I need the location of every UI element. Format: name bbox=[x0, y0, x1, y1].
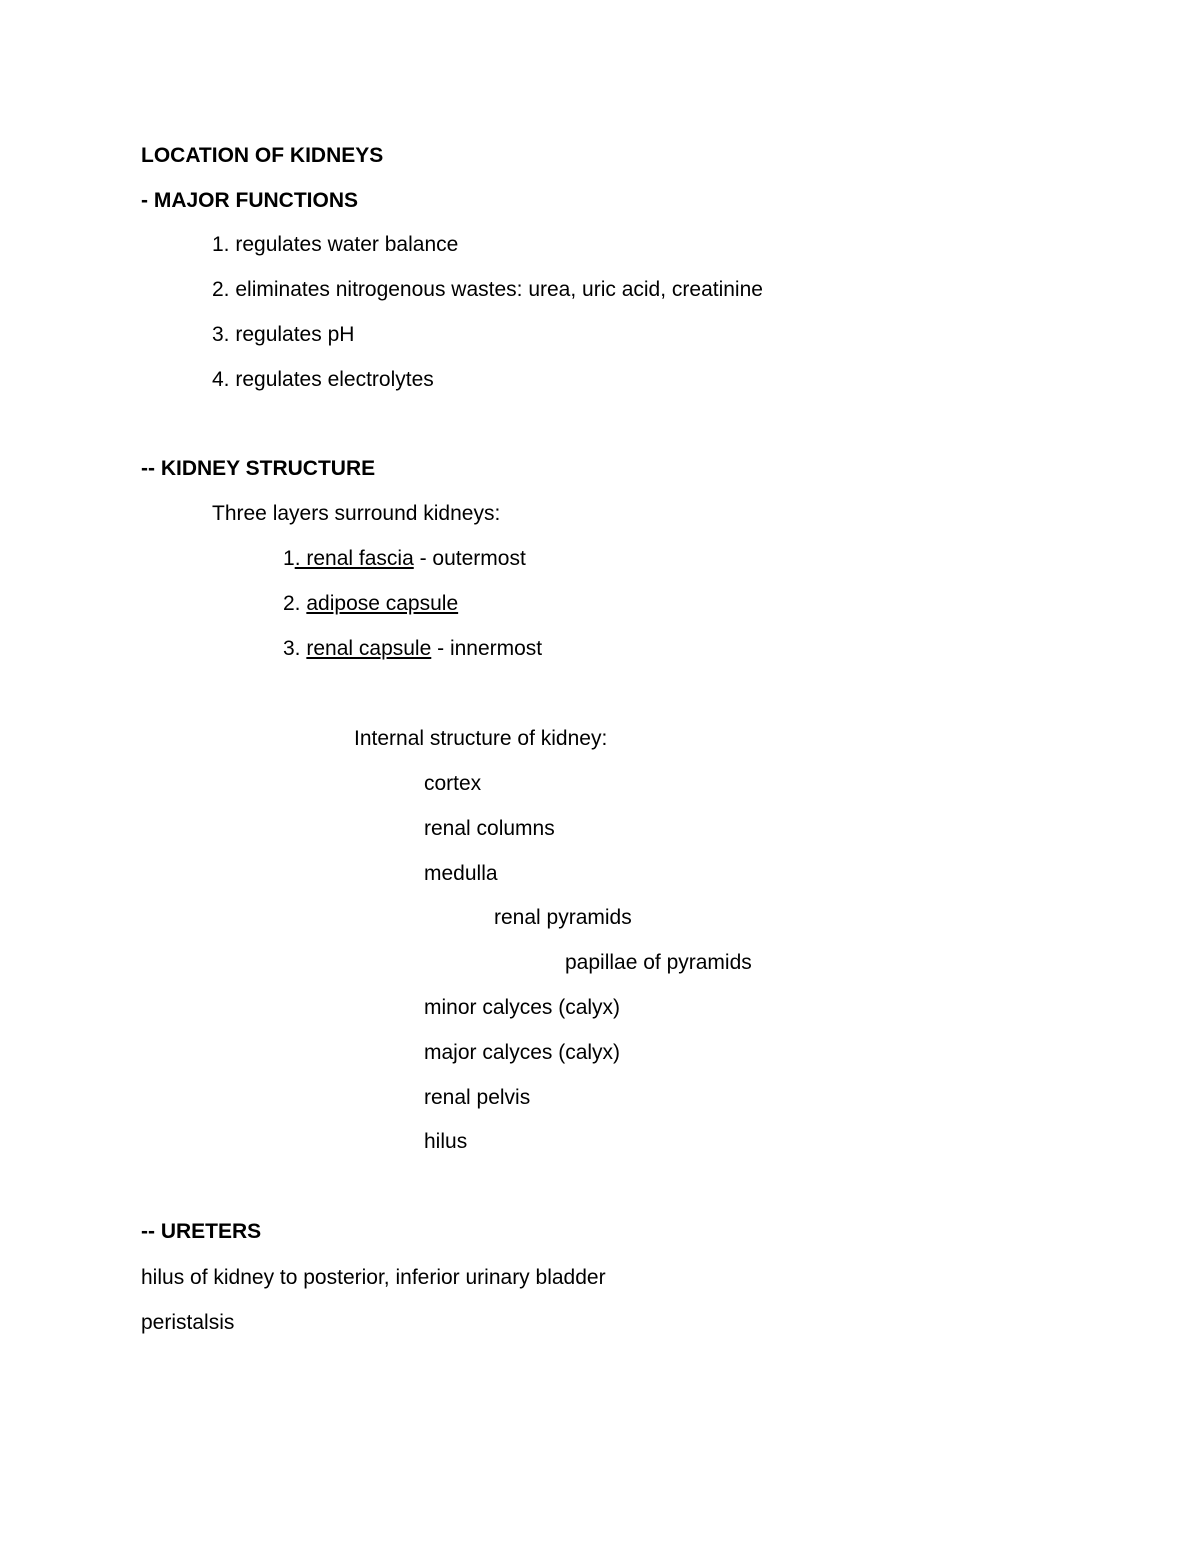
function-item: 4. regulates electrolytes bbox=[212, 368, 434, 391]
ureters-line: hilus of kidney to posterior, inferior urinary bladder bbox=[141, 1266, 606, 1289]
internal-item-hilus: hilus bbox=[424, 1130, 468, 1153]
internal-item-renal-columns: renal columns bbox=[424, 817, 555, 840]
internal-item-minor-calyces: minor calyces (calyx) bbox=[424, 996, 621, 1019]
function-item: 1. regulates water balance bbox=[212, 233, 459, 256]
layer-term: . renal fascia bbox=[294, 547, 414, 570]
internal-item-renal-pelvis: renal pelvis bbox=[424, 1086, 531, 1109]
layers-intro: Three layers surround kidneys: bbox=[212, 502, 501, 525]
ureters-line: peristalsis bbox=[141, 1311, 235, 1334]
layer-item bbox=[283, 546, 526, 572]
layer-term: renal capsule bbox=[306, 637, 432, 660]
internal-structure-intro: Internal structure of kidney: bbox=[354, 727, 608, 750]
page-title: LOCATION OF KIDNEYS bbox=[141, 144, 384, 167]
function-item: 3. regulates pH bbox=[212, 323, 355, 346]
layer-number: 1 bbox=[283, 547, 295, 570]
layer-description: - outermost bbox=[413, 547, 526, 570]
layer-item bbox=[283, 636, 542, 662]
layer-number: 2. bbox=[283, 592, 307, 615]
layer-number: 3. bbox=[283, 637, 307, 660]
kidney-structure-heading: -- KIDNEY STRUCTURE bbox=[141, 457, 376, 480]
internal-item-medulla: medulla bbox=[424, 862, 498, 885]
internal-item-renal-pyramids: renal pyramids bbox=[494, 906, 632, 929]
major-functions-heading: - MAJOR FUNCTIONS bbox=[141, 189, 358, 212]
internal-item-major-calyces: major calyces (calyx) bbox=[424, 1041, 621, 1064]
layer-item bbox=[283, 591, 458, 617]
internal-item-papillae: papillae of pyramids bbox=[565, 951, 752, 974]
ureters-heading: -- URETERS bbox=[141, 1220, 262, 1243]
internal-item-cortex: cortex bbox=[424, 772, 482, 795]
function-item: 2. eliminates nitrogenous wastes: urea, uric acid, creatinine bbox=[212, 278, 763, 301]
layer-description: - innermost bbox=[431, 637, 543, 660]
layer-term: adipose capsule bbox=[306, 592, 459, 615]
